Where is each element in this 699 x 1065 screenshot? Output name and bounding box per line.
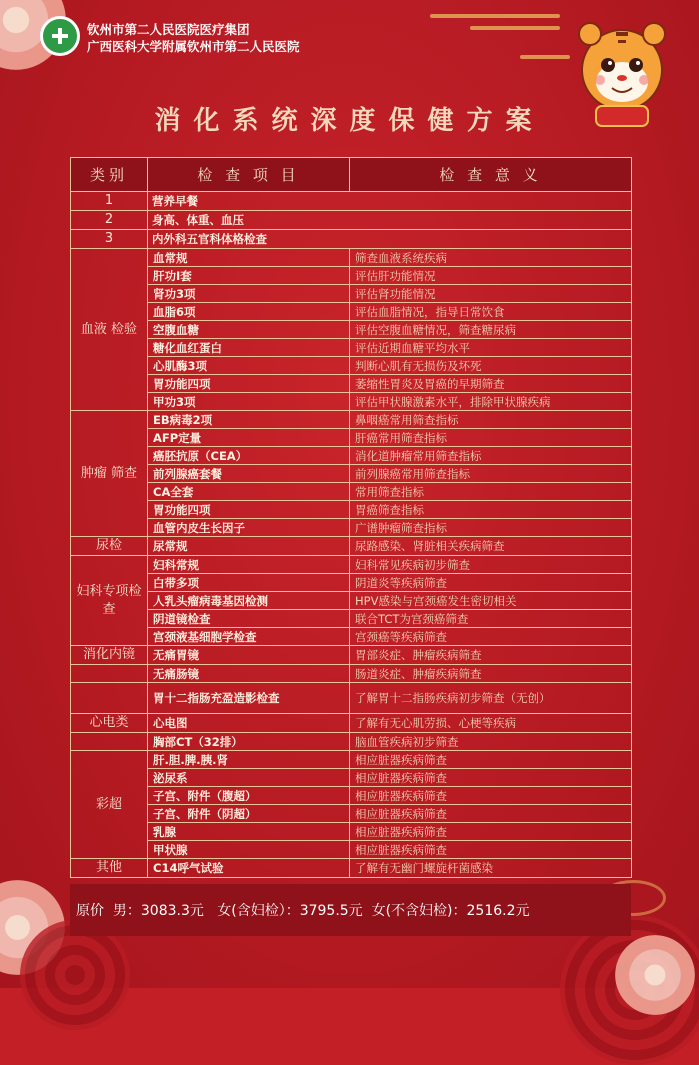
- row-text: 身高、体重、血压: [148, 211, 632, 230]
- row-text: 内外科五官科体格检查: [148, 230, 632, 249]
- item: 血脂6项: [148, 303, 350, 321]
- meaning: 脑血管疾病初步筛查: [350, 733, 632, 751]
- meaning: 广谱肿瘤筛查指标: [350, 519, 632, 537]
- row-text: 营养早餐: [148, 192, 632, 211]
- item: 白带多项: [148, 574, 350, 592]
- table-row: [71, 556, 632, 574]
- category-gynecology: 妇科专项检查: [71, 556, 148, 646]
- table-row: [71, 787, 632, 805]
- table-row: [71, 751, 632, 769]
- hospital-name-line2: 广西医科大学附属钦州市第二人民医院: [87, 39, 300, 54]
- category-tumor-screening: 肿瘤 筛查: [71, 411, 148, 537]
- table-row: [71, 592, 632, 610]
- table-row: [71, 411, 632, 429]
- meaning: 肝癌常用筛查指标: [350, 429, 632, 447]
- item: 前列腺癌套餐: [148, 465, 350, 483]
- item: 子宫、附件（阴超）: [148, 805, 350, 823]
- item: C14呼气试验: [148, 859, 350, 878]
- meaning: 胃癌筛查指标: [350, 501, 632, 519]
- table-row: [71, 285, 632, 303]
- table-row: [71, 574, 632, 592]
- item: 空腹血糖: [148, 321, 350, 339]
- item: 无痛肠镜: [148, 665, 350, 683]
- table-row: [71, 483, 632, 501]
- meaning: 判断心肌有无损伤及坏死: [350, 357, 632, 375]
- item: 糖化血红蛋白: [148, 339, 350, 357]
- table-row: [71, 646, 632, 665]
- meaning: 前列腺癌常用筛查指标: [350, 465, 632, 483]
- table-row: [71, 192, 632, 211]
- gold-stripe-decoration: [430, 14, 560, 18]
- meaning: 了解有无幽门螺旋杆菌感染: [350, 859, 632, 878]
- table-row: [71, 628, 632, 646]
- row-number: 1: [71, 192, 148, 211]
- checkup-table: [70, 157, 632, 878]
- header-item: 检 查 项 目: [148, 158, 350, 192]
- item: 肾功3项: [148, 285, 350, 303]
- meaning: 相应脏器疾病筛查: [350, 841, 632, 859]
- gold-stripe-decoration: [520, 55, 570, 59]
- table-row: [71, 429, 632, 447]
- row-number: 3: [71, 230, 148, 249]
- table-row: [71, 249, 632, 267]
- item: 尿常规: [148, 537, 350, 556]
- table-row: [71, 805, 632, 823]
- item: 肝功Ⅰ套: [148, 267, 350, 285]
- table-row: [71, 683, 632, 714]
- meaning: 评估甲状腺激素水平，排除甲状腺疾病: [350, 393, 632, 411]
- table-row: [71, 665, 632, 683]
- category-ultrasound: 彩超: [71, 751, 148, 859]
- flower-decoration-bottom-right: [615, 935, 695, 1015]
- meaning: 胃部炎症、肿瘤疾病筛查: [350, 646, 632, 665]
- table-row: [71, 375, 632, 393]
- table-row: [71, 841, 632, 859]
- item: 肝.胆.脾.胰.肾: [148, 751, 350, 769]
- table-row: [71, 357, 632, 375]
- meaning: 评估近期血糖平均水平: [350, 339, 632, 357]
- table-row: [71, 501, 632, 519]
- meaning: 鼻咽癌常用筛查指标: [350, 411, 632, 429]
- table-row: [71, 447, 632, 465]
- item: 心肌酶3项: [148, 357, 350, 375]
- page-title: 消化系统深度保健方案: [154, 106, 545, 136]
- fan-decoration-bottom-left: [20, 920, 130, 1030]
- item: 人乳头瘤病毒基因检测: [148, 592, 350, 610]
- item: 胃功能四项: [148, 375, 350, 393]
- item: 阴道镜检查: [148, 610, 350, 628]
- meaning: 筛查血液系统疾病: [350, 249, 632, 267]
- table-header-row: [71, 158, 632, 192]
- table-row: [71, 230, 632, 249]
- table-row: [71, 519, 632, 537]
- meaning: 妇科常见疾病初步筛查: [350, 556, 632, 574]
- header-category: 类别: [71, 158, 148, 192]
- meaning: 相应脏器疾病筛查: [350, 751, 632, 769]
- price-bar: [70, 884, 631, 936]
- table-row: [71, 465, 632, 483]
- table-row: [71, 769, 632, 787]
- table-row: [71, 714, 632, 733]
- item: 血常规: [148, 249, 350, 267]
- meaning: 相应脏器疾病筛查: [350, 823, 632, 841]
- meaning: 评估肾功能情况: [350, 285, 632, 303]
- table-row: [71, 211, 632, 230]
- item: CA全套: [148, 483, 350, 501]
- item: 癌胚抗原（CEA）: [148, 447, 350, 465]
- gold-stripe-decoration: [470, 26, 560, 30]
- meaning: 宫颈癌等疾病筛查: [350, 628, 632, 646]
- table-row: [71, 610, 632, 628]
- meaning: 评估肝功能情况: [350, 267, 632, 285]
- table-row: [71, 859, 632, 878]
- item: 甲功3项: [148, 393, 350, 411]
- item: 宫颈液基细胞学检查: [148, 628, 350, 646]
- hospital-name-line1: 钦州市第二人民医院医疗集团: [87, 22, 250, 37]
- item: 胃功能四项: [148, 501, 350, 519]
- category-empty: [71, 683, 148, 714]
- meaning: 相应脏器疾病筛查: [350, 769, 632, 787]
- category-other: 其他: [71, 859, 148, 878]
- item: 子宫、附件（腹超）: [148, 787, 350, 805]
- item: EB病毒2项: [148, 411, 350, 429]
- item: AFP定量: [148, 429, 350, 447]
- table-row: [71, 267, 632, 285]
- meaning: 消化道肿瘤常用筛查指标: [350, 447, 632, 465]
- item: 胃十二指肠充盈造影检查: [148, 683, 350, 714]
- item: 血管内皮生长因子: [148, 519, 350, 537]
- item: 妇科常规: [148, 556, 350, 574]
- meaning: 阴道炎等疾病筛查: [350, 574, 632, 592]
- item: 甲状腺: [148, 841, 350, 859]
- price-text: 原价 男：3083.3元 女(含妇检）：3795.5元 女(不含妇检)：2516.2元: [76, 903, 530, 919]
- item: 乳腺: [148, 823, 350, 841]
- item: 胸部CT（32排）: [148, 733, 350, 751]
- meaning: 评估血脂情况，指导日常饮食: [350, 303, 632, 321]
- row-number: 2: [71, 211, 148, 230]
- hospital-logo: [40, 16, 80, 56]
- table-row: [71, 339, 632, 357]
- category-empty: [71, 665, 148, 683]
- table-row: [71, 303, 632, 321]
- header-meaning: 检 查 意 义: [350, 158, 632, 192]
- meaning: HPV感染与宫颈癌发生密切相关: [350, 592, 632, 610]
- table-row: [71, 537, 632, 556]
- meaning: 相应脏器疾病筛查: [350, 787, 632, 805]
- category-ecg: 心电类: [71, 714, 148, 733]
- category-endoscopy: 消化内镜: [71, 646, 148, 665]
- table-row: [71, 823, 632, 841]
- meaning: 联合TCT为宫颈癌筛查: [350, 610, 632, 628]
- meaning: 评估空腹血糖情况，筛查糖尿病: [350, 321, 632, 339]
- meaning: 尿路感染、肾脏相关疾病筛查: [350, 537, 632, 556]
- category-blood-test: 血液 检验: [71, 249, 148, 411]
- item: 泌尿系: [148, 769, 350, 787]
- category-urine-test: 尿检: [71, 537, 148, 556]
- category-empty: [71, 733, 148, 751]
- table-row: [71, 321, 632, 339]
- table-row: [71, 733, 632, 751]
- meaning: 萎缩性胃炎及胃癌的早期筛查: [350, 375, 632, 393]
- meaning: 常用筛查指标: [350, 483, 632, 501]
- table-row: [71, 393, 632, 411]
- meaning: 相应脏器疾病筛查: [350, 805, 632, 823]
- item: 无痛胃镜: [148, 646, 350, 665]
- meaning: 了解有无心肌劳损、心梗等疾病: [350, 714, 632, 733]
- meaning: 肠道炎症、肿瘤疾病筛查: [350, 665, 632, 683]
- medical-cross-icon: [52, 28, 68, 44]
- meaning: 了解胃十二指肠疾病初步筛查（无创）: [350, 683, 632, 714]
- item: 心电图: [148, 714, 350, 733]
